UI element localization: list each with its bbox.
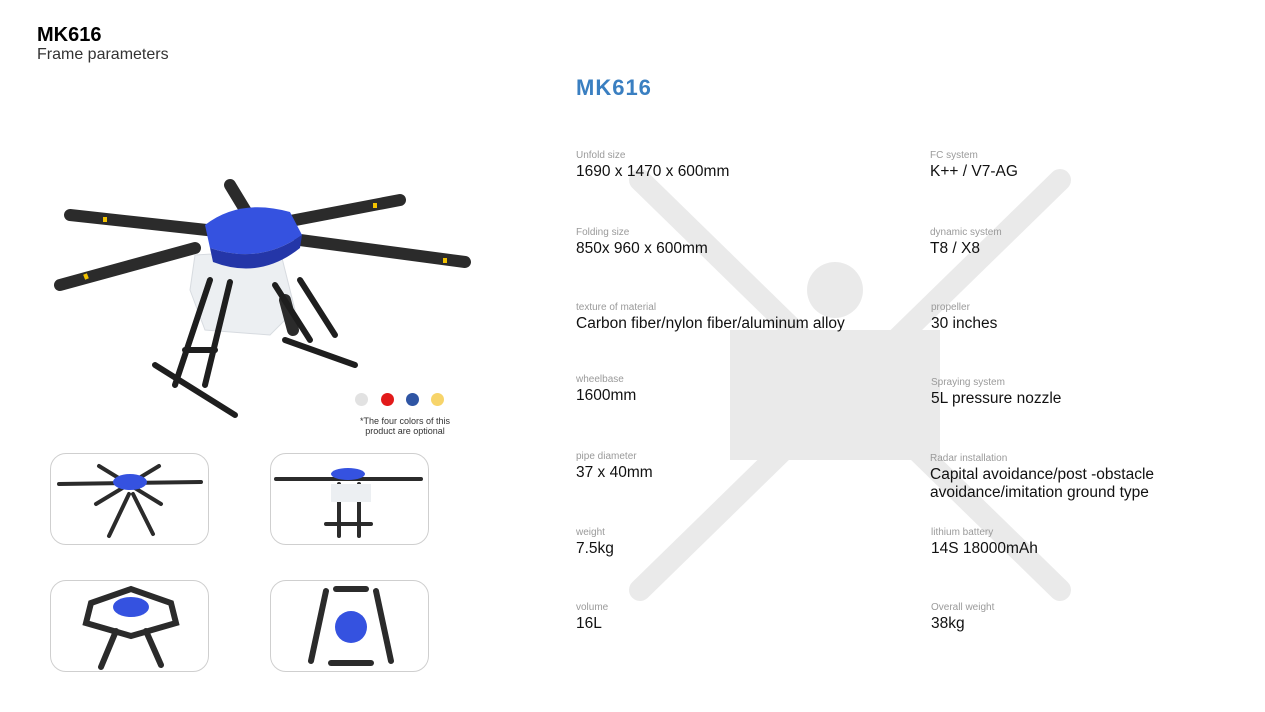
drone-thumbnail-image [271, 581, 428, 671]
spec-value: Carbon fiber/nylon fiber/aluminum alloy [576, 315, 845, 332]
spec-label: Radar installation [930, 453, 1008, 464]
thumbnail-folded[interactable] [50, 580, 209, 672]
spec-wheelbase [576, 374, 636, 405]
page-subtitle: Frame parameters [37, 46, 169, 63]
spec-weight [576, 527, 614, 558]
spec-fc-system [930, 150, 1018, 181]
spec-label: Spraying system [931, 377, 1005, 388]
page-title: MK616 [37, 24, 102, 46]
spec-volume [576, 602, 608, 633]
drone-thumbnail-image [51, 581, 208, 671]
spec-overall-weight [931, 602, 994, 633]
color-swatch-blue [406, 393, 419, 406]
spec-label: volume [576, 602, 609, 613]
spec-label: FC system [930, 150, 978, 161]
spec-unfold-size [576, 150, 729, 181]
spec-label: wheelbase [576, 374, 624, 385]
colors-note: *The four colors of this product are optional [359, 416, 451, 436]
spec-title: MK616 [576, 75, 652, 100]
spec-value: 30 inches [931, 315, 998, 332]
spec-radar-installation [930, 453, 1160, 502]
thumbnail-side[interactable] [270, 453, 429, 545]
spec-material [576, 302, 845, 333]
spec-pipe-diameter [576, 451, 653, 482]
spec-label: Folding size [576, 227, 630, 238]
spec-value: K++ / V7-AG [930, 163, 1018, 180]
color-swatch-yellow [431, 393, 444, 406]
spec-spraying-system [931, 377, 1061, 408]
spec-label: lithium battery [931, 527, 994, 538]
spec-value: T8 / X8 [930, 240, 980, 257]
spec-value: 850x 960 x 600mm [576, 240, 708, 257]
spec-lithium-battery [931, 527, 1038, 558]
spec-value: 14S 18000mAh [931, 540, 1038, 557]
drone-thumbnail-image [271, 454, 428, 544]
color-swatch-white [355, 393, 368, 406]
main-drone-image [45, 170, 485, 425]
spec-dynamic-system [930, 227, 1002, 258]
thumbnail-top[interactable] [270, 580, 429, 672]
spec-label: texture of material [576, 302, 657, 313]
spec-value: 16L [576, 615, 602, 632]
spec-value: 7.5kg [576, 540, 614, 557]
spec-propeller [931, 302, 997, 333]
spec-value: 38kg [931, 615, 965, 632]
color-swatch-red [381, 393, 394, 406]
spec-label: pipe diameter [576, 451, 637, 462]
spec-label: dynamic system [930, 227, 1002, 238]
spec-label: weight [576, 527, 605, 538]
spec-value: Capital avoidance/post -obstacle avoidance/imitation ground type [930, 466, 1155, 501]
spec-value: 1690 x 1470 x 600mm [576, 163, 730, 180]
spec-label: Unfold size [576, 150, 626, 161]
thumbnail-perspective[interactable] [50, 453, 209, 545]
spec-value: 37 x 40mm [576, 464, 653, 481]
drone-thumbnail-image [51, 454, 208, 544]
spec-label: Overall weight [931, 602, 995, 613]
spec-label: propeller [931, 302, 970, 313]
spec-value: 5L pressure nozzle [931, 390, 1062, 407]
spec-value: 1600mm [576, 387, 637, 404]
spec-folding-size [576, 227, 708, 258]
